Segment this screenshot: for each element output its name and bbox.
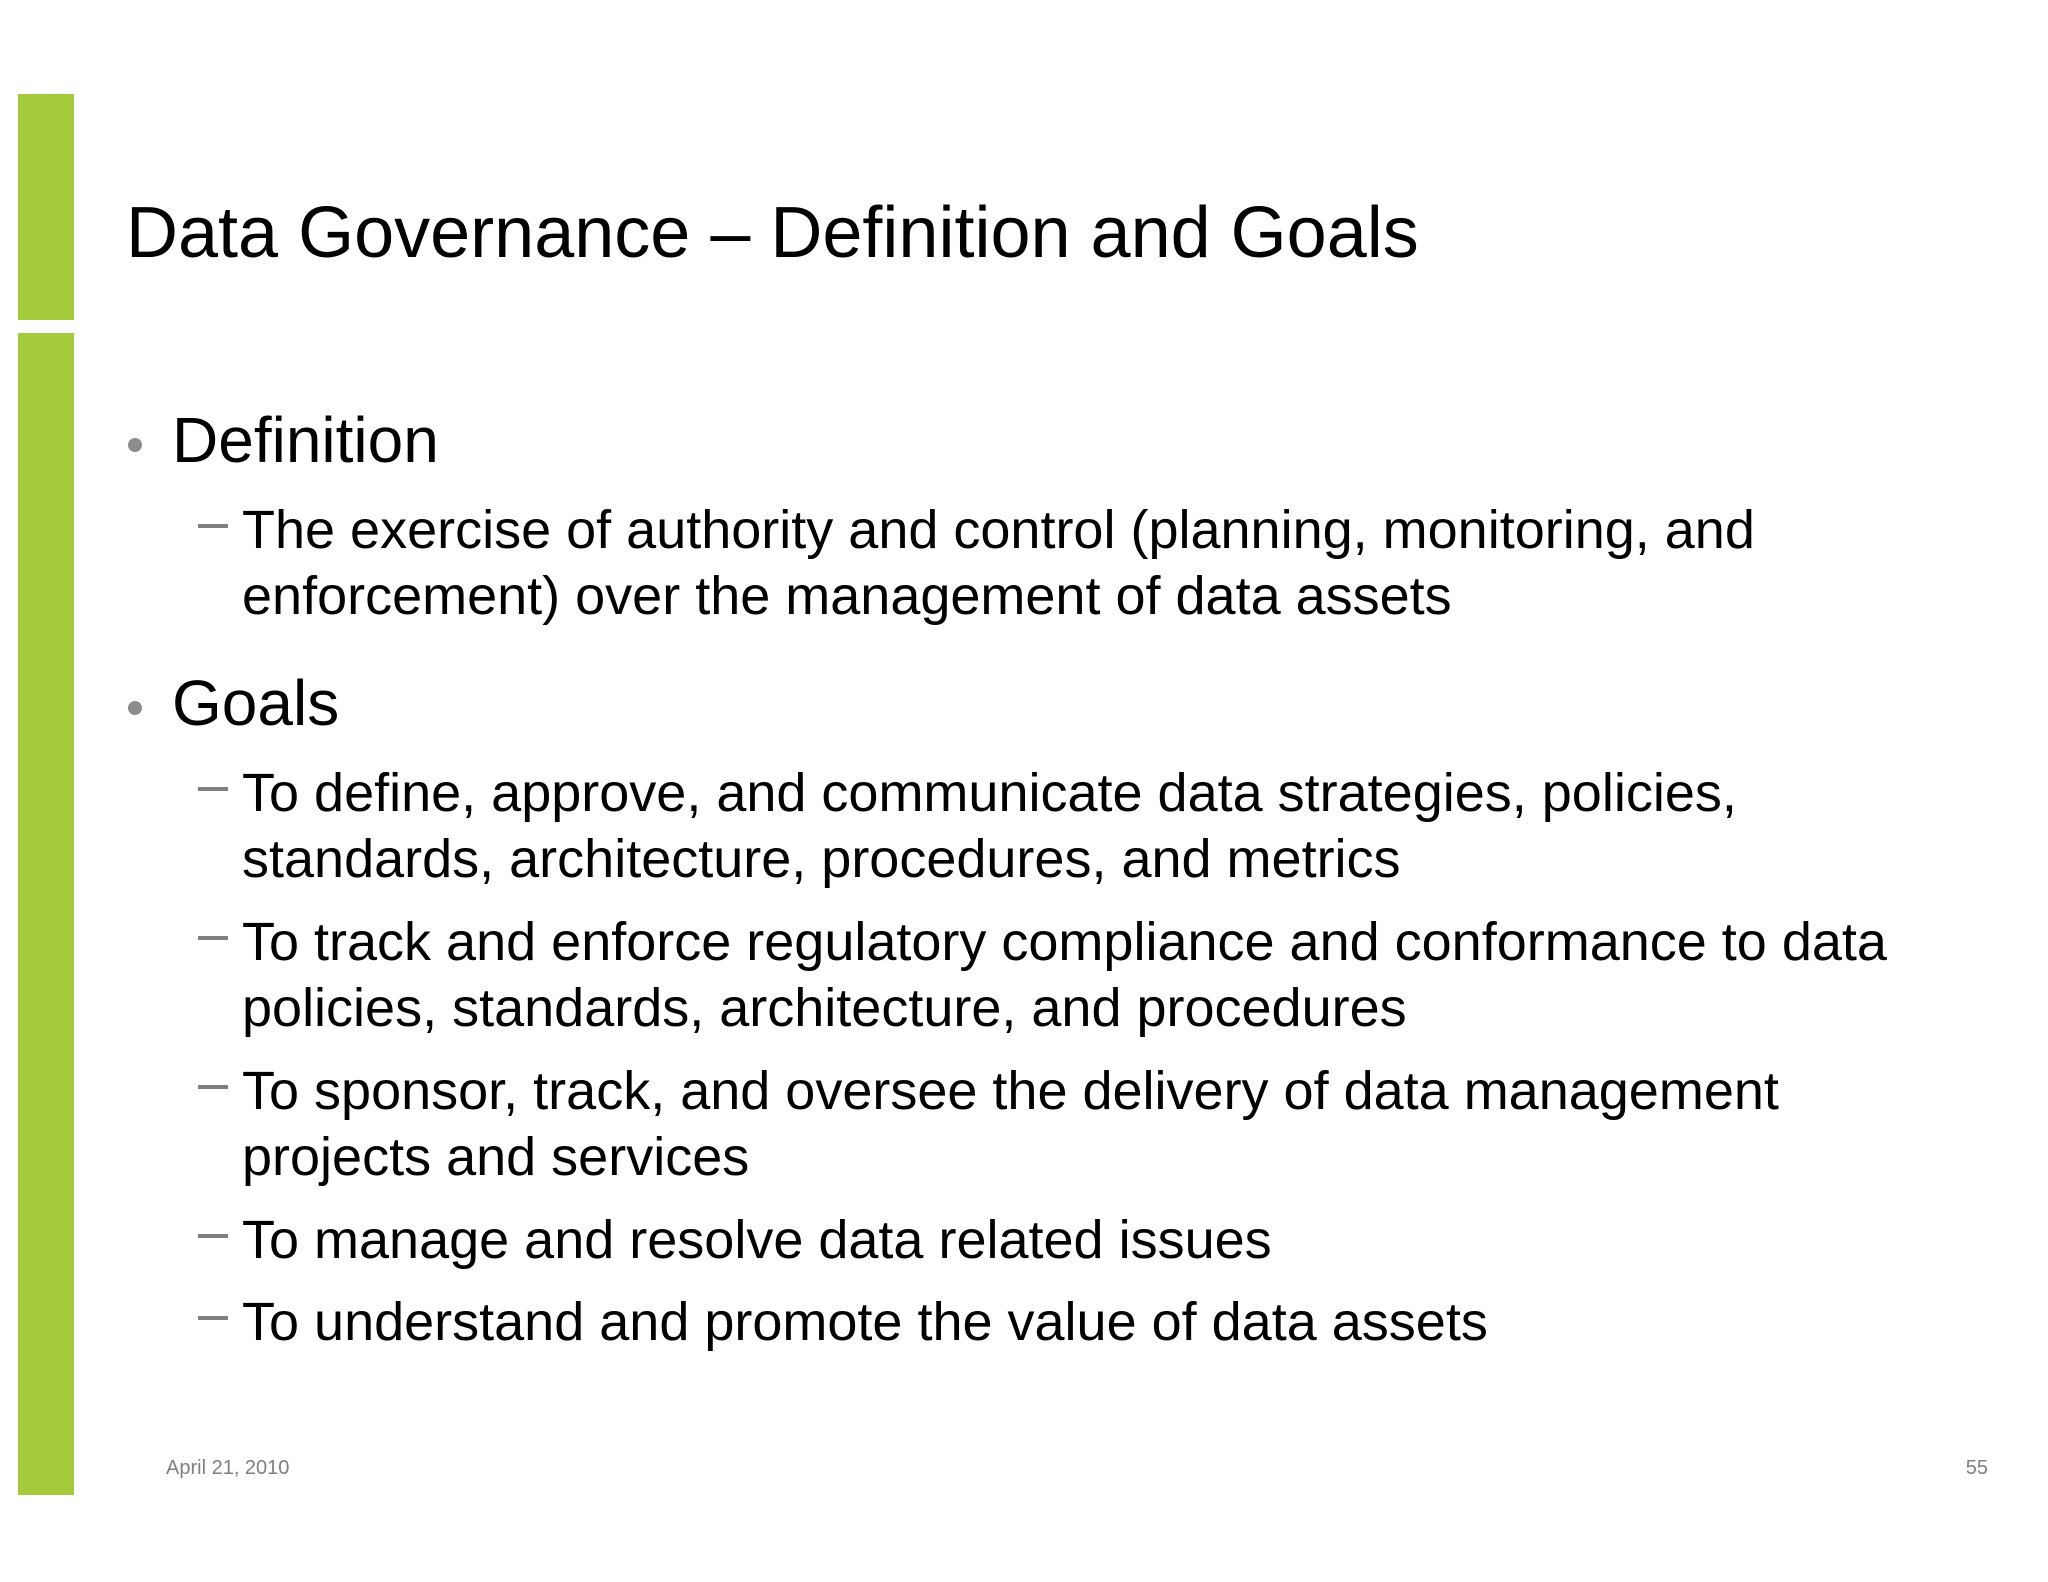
goal-item: To manage and resolve data related issues xyxy=(242,1210,1272,1270)
accent-bar-bottom xyxy=(18,333,74,1495)
dash-icon xyxy=(198,524,228,528)
dash-icon xyxy=(198,1316,228,1320)
dash-icon xyxy=(198,1085,228,1089)
definition-item: The exercise of authority and control (planning, monitoring, and enforcement) over the management of data assets xyxy=(242,500,1755,626)
goal-item: To track and enforce regulatory compliance and conformance to data policies, standards, architecture, and procedures xyxy=(242,912,1887,1038)
dash-icon xyxy=(198,1234,228,1238)
footer-date: April 21, 2010 xyxy=(166,1457,290,1479)
accent-bar-top xyxy=(18,94,74,320)
bullet-dot-definition xyxy=(128,438,142,452)
bullet-dot-goals xyxy=(128,701,142,715)
goal-item: To sponsor, track, and oversee the delivery of data management projects and services xyxy=(242,1061,1779,1187)
goal-item: To define, approve, and communicate data strategies, policies, standards, architecture, procedures, and metrics xyxy=(242,763,1737,889)
slide-title: Data Governance – Definition and Goals xyxy=(126,193,1419,273)
dash-icon xyxy=(198,936,228,940)
section-heading-goals: Goals xyxy=(172,667,340,739)
goal-item: To understand and promote the value of data assets xyxy=(242,1292,1488,1352)
dash-icon xyxy=(198,787,228,791)
section-heading-definition: Definition xyxy=(172,404,439,476)
page-number: 55 xyxy=(1965,1457,1988,1479)
